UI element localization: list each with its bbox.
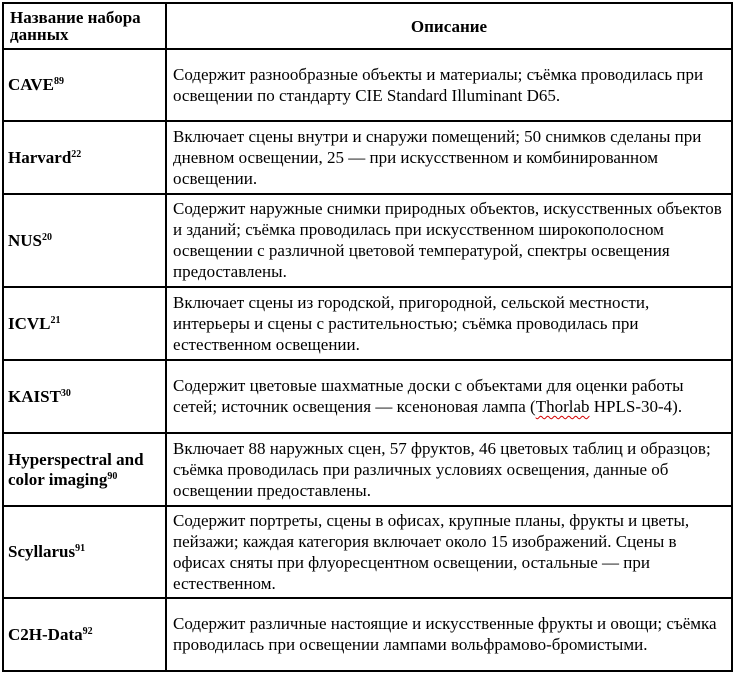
table-header-row [3, 3, 732, 49]
citation-ref: 30 [60, 387, 71, 399]
citation-ref: 91 [75, 543, 86, 554]
dataset-name: Scyllarus [8, 542, 76, 561]
table-row [3, 194, 732, 287]
table-row [3, 433, 732, 506]
dataset-name: CAVE [8, 75, 54, 94]
table-row [3, 121, 732, 194]
description-text: Содержит цветовые шахматные доски с объектами для оценки работы сетей; источник освещения — ксеноновая лампа ( [173, 376, 684, 416]
citation-ref: 90 [107, 470, 118, 482]
dataset-name: KAIST [8, 386, 61, 406]
dataset-description: Включает сцены из городской, пригородной, сельской местности, интерьеры и сцены с растительностью; съёмка проводилась при естественном освещении. [166, 287, 732, 360]
dataset-name-cell [3, 121, 166, 194]
dataset-name: NUS [8, 230, 43, 250]
dataset-name: Hyperspectral and color imaging [8, 449, 144, 489]
dataset-name-cell [3, 287, 166, 360]
table-row [3, 598, 732, 671]
dataset-description: Содержит разнообразные объекты и материалы; съёмка проводилась при освещении по стандарту CIE Standard Illuminant D65. [166, 49, 732, 121]
table-row [3, 49, 732, 121]
column-header-name: Название набора данных [3, 3, 166, 49]
dataset-name-cell [3, 598, 166, 671]
dataset-name-cell [3, 49, 166, 121]
citation-ref: 92 [82, 625, 93, 637]
dataset-name-cell [3, 506, 166, 598]
citation-ref: 20 [42, 231, 53, 243]
dataset-description: Включает сцены внутри и снаружи помещений; 50 снимков сделаны при дневном освещении, 25 — при искусственном и комбинированном освещении. [166, 121, 732, 194]
table-row [3, 360, 732, 433]
dataset-description: Содержит наружные снимки природных объектов, искусственных объектов и зданий; съёмка проводилась при искусственном широкополосном освещении с различной цветовой температурой, спектры освещения предоставлены. [166, 194, 732, 287]
table-row [3, 287, 732, 360]
citation-ref: 22 [71, 148, 82, 160]
table-row [3, 506, 732, 598]
citation-ref: 21 [50, 314, 61, 326]
dataset-name-cell [3, 360, 166, 433]
description-text: HPLS-30-4). [589, 397, 683, 416]
dataset-name: Harvard [8, 147, 72, 167]
dataset-name-cell [3, 194, 166, 287]
dataset-description: Содержит различные настоящие и искусственные фрукты и овощи; съёмка проводилась при освещении лампами вольфрамово-бромистыми. [166, 598, 732, 671]
datasets-table [2, 2, 733, 672]
dataset-description: Содержит портреты, сцены в офисах, крупные планы, фрукты и цветы, пейзажи; каждая категория включает около 15 изображений. Сцены в офисах сняты при флуоресцентном освещении, остальные — при естественном. [166, 506, 732, 598]
citation-ref: 89 [53, 76, 64, 87]
dataset-name-cell [3, 433, 166, 506]
dataset-description [166, 360, 732, 433]
spellcheck-underlined-word: Thorlab [535, 397, 590, 416]
column-header-description: Описание [166, 3, 732, 49]
dataset-name: ICVL [8, 313, 51, 333]
dataset-description: Включает 88 наружных сцен, 57 фруктов, 46 цветовых таблиц и образцов; съёмка проводилась при различных условиях освещения, данные об освещении предоставлены. [166, 433, 732, 506]
dataset-name: C2H-Data [8, 624, 83, 644]
